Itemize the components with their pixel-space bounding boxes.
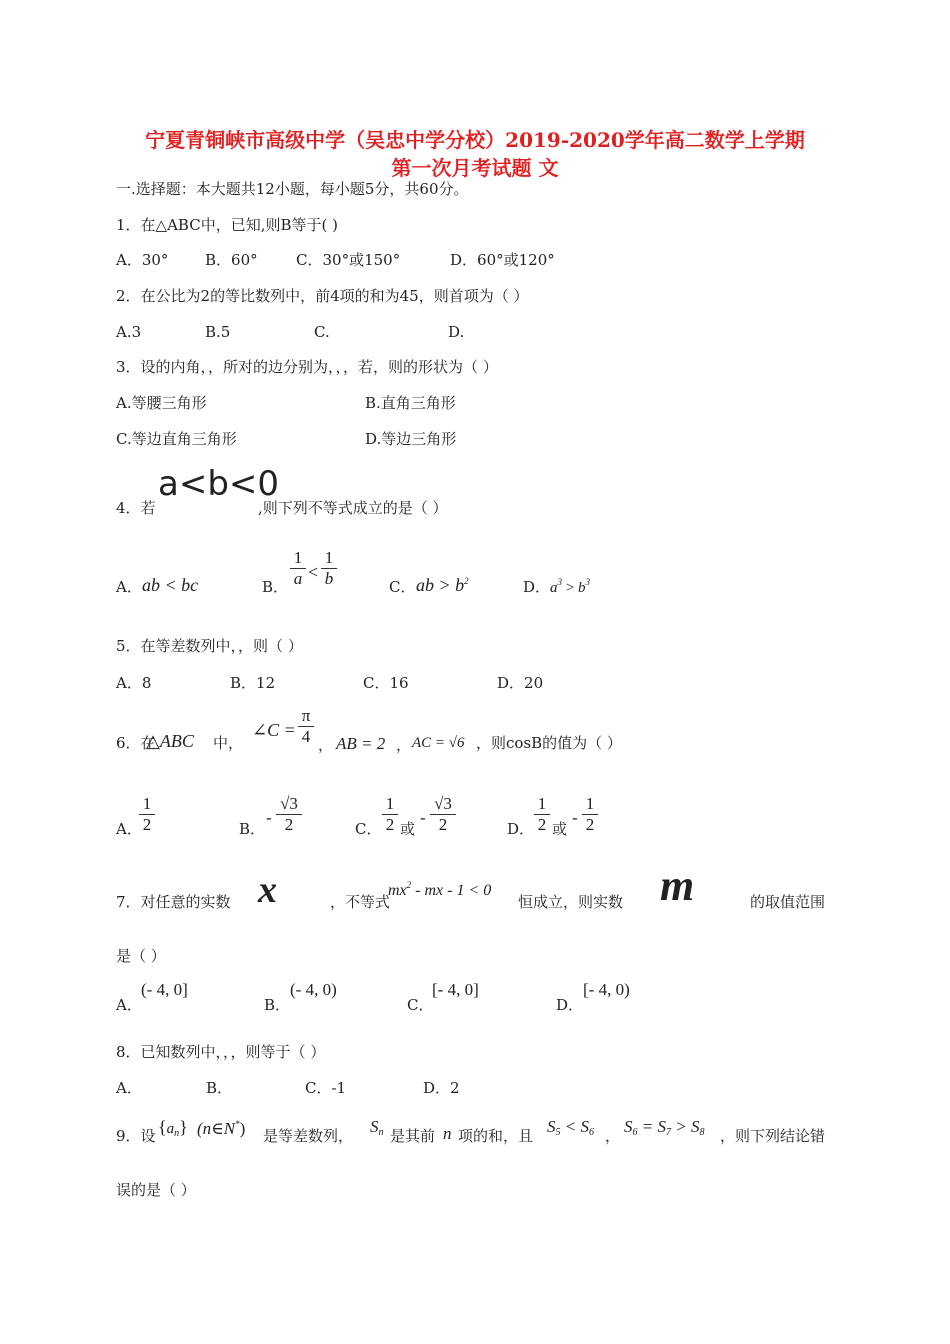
question-9-condition xyxy=(197,1119,245,1139)
seq-subscript: n xyxy=(174,1128,180,1139)
question-9-sequence xyxy=(158,1117,188,1139)
question-9-n: n xyxy=(443,1124,452,1143)
question-7-option-c-expr: [- 4, 0] xyxy=(432,980,479,999)
question-4-option-a-expr: ab < bc xyxy=(142,575,199,595)
cond-star: * xyxy=(235,1119,240,1129)
question-7-option-b: B． xyxy=(264,996,291,1014)
question-2-option-c: C. xyxy=(314,323,330,341)
question-9-number: 9．设 xyxy=(116,1127,156,1145)
fraction-denominator: 2 xyxy=(438,815,448,834)
expr-base-1: a xyxy=(550,580,558,596)
page-title-line2: 第一次月考试题 文 xyxy=(391,156,559,180)
brace-right: } xyxy=(179,1117,188,1137)
question-6-mid: 中， xyxy=(213,734,244,752)
question-6-option-d-frac2 xyxy=(582,794,598,835)
question-8-option-d: D．2 xyxy=(423,1079,460,1097)
question-4-rest: ,则下列不等式成立的是（ ） xyxy=(258,499,448,517)
question-6-comma-2: ， xyxy=(396,738,412,754)
question-6-option-a: A． xyxy=(116,820,142,838)
question-6-option-c-frac1 xyxy=(382,794,398,835)
question-1-option-b: B．60° xyxy=(205,251,258,269)
fraction-numerator: 1 xyxy=(293,548,303,567)
cond-end: ) xyxy=(239,1119,246,1138)
question-4-option-c-expr xyxy=(416,575,469,596)
question-9-tail: ，则下列结论错 xyxy=(720,1127,826,1145)
page-title-line1: 宁夏青铜峡市高级中学（吴忠中学分校）2019-2020学年高二数学上学期 xyxy=(145,128,805,152)
question-6-ab: AB = 2 xyxy=(336,734,386,753)
section-header: 一.选择题：本大题共12小题，每小题5分，共60分。 xyxy=(116,180,469,198)
question-6-ac: AC = √6 xyxy=(412,735,465,751)
r1-s: S xyxy=(547,1117,556,1136)
question-1-option-c: C．30°或150° xyxy=(296,251,401,269)
question-6-angle: ∠C = xyxy=(252,720,296,740)
question-6-option-c-sign: - xyxy=(420,808,426,827)
r1-sub: 5 xyxy=(555,1127,561,1138)
expr-exponent-2: 3 xyxy=(585,577,590,587)
question-7-continuation: 是（ ） xyxy=(116,947,166,965)
question-5-option-b: B．12 xyxy=(230,674,276,692)
question-5-option-c: C．16 xyxy=(363,674,409,692)
fraction-denominator: 2 xyxy=(142,815,152,834)
question-4-option-c: C． xyxy=(389,578,416,596)
question-7-inequality xyxy=(388,880,491,900)
question-7-option-a-expr: (- 4, 0] xyxy=(141,980,188,999)
expr-gt: > xyxy=(562,580,578,596)
question-3-option-b: B.直角三角形 xyxy=(365,394,456,412)
question-4-option-a: A． xyxy=(116,578,142,596)
question-6-tail: ，则cosB的值为（ ） xyxy=(476,734,622,752)
question-3-option-a: A.等腰三角形 xyxy=(116,394,207,412)
question-2-option-b: B.5 xyxy=(205,323,231,341)
question-7-option-b-expr: (- 4, 0) xyxy=(290,980,337,999)
question-9-relation-1 xyxy=(547,1117,594,1138)
fraction-denominator: 2 xyxy=(284,815,294,834)
question-7-option-d-expr: [- 4, 0) xyxy=(583,980,630,999)
question-3-option-d: D.等边三角形 xyxy=(365,430,457,448)
fraction-numerator: 1 xyxy=(385,794,395,813)
question-8-stem: 8．已知数列中，，，则等于（ ） xyxy=(116,1043,326,1061)
fraction-numerator: 1 xyxy=(537,794,547,813)
expr-base-2: b xyxy=(577,580,586,596)
question-6-option-b-frac xyxy=(276,794,302,835)
question-2-option-a: A.3 xyxy=(116,323,142,341)
question-9-relation-2 xyxy=(624,1117,704,1138)
fraction-denominator: a xyxy=(293,569,303,588)
question-6-option-d: D． xyxy=(507,820,535,838)
r2-sub: 6 xyxy=(632,1127,638,1138)
fraction-numerator: √3 xyxy=(434,794,452,813)
question-9-mid3: 项的和，且 xyxy=(458,1127,534,1145)
question-9-continuation: 误的是（ ） xyxy=(116,1181,196,1199)
question-7-option-a: A． xyxy=(116,996,142,1014)
question-8-option-b: B． xyxy=(206,1079,233,1097)
question-6-option-b: B． xyxy=(239,820,266,838)
ineq-exponent: 2 xyxy=(406,880,412,890)
question-4-option-d: D． xyxy=(523,578,551,596)
question-2-stem: 2．在公比为2的等比数列中，前4项的和为45，则首项为（ ） xyxy=(116,287,529,305)
expr-exponent: 2 xyxy=(464,576,469,586)
r2-mid-sub: 7 xyxy=(665,1127,671,1138)
r1-rhs: < S xyxy=(560,1117,589,1136)
question-7-option-c: C． xyxy=(407,996,434,1014)
question-9-comma: ， xyxy=(605,1127,621,1145)
question-4-option-b-frac2 xyxy=(321,548,337,589)
question-4-inequality: a<b<0 xyxy=(158,464,280,504)
question-3-option-c: C.等边直角三角形 xyxy=(116,430,237,448)
question-9-mid2: 是其前 xyxy=(390,1127,436,1145)
r1-rhs-sub: 6 xyxy=(588,1127,594,1138)
question-1-option-d: D．60°或120° xyxy=(450,251,555,269)
question-1-option-a: A．30° xyxy=(116,251,169,269)
question-1-stem: 1．在△ABC中，已知,则B等于( ) xyxy=(116,216,338,234)
question-9-mid: 是等差数列， xyxy=(263,1127,354,1145)
question-7-x: x xyxy=(258,869,277,911)
sn-subscript: n xyxy=(378,1127,384,1138)
question-7-number: 7．对任意的实数 xyxy=(116,893,231,911)
fraction-numerator: 1 xyxy=(324,548,334,567)
ineq-part-a: mx xyxy=(388,882,407,899)
question-6-option-c-frac2 xyxy=(430,794,456,835)
ineq-part-b: - mx - 1 < 0 xyxy=(411,882,492,899)
r2-rhs-sub: 8 xyxy=(699,1127,705,1138)
question-4-option-b-frac1 xyxy=(290,548,306,589)
question-6-comma-1: ， xyxy=(318,738,334,754)
question-6-number: 6．在 xyxy=(116,734,156,752)
question-7-m: m xyxy=(660,861,695,910)
question-7-option-d: D． xyxy=(556,996,584,1014)
fraction-numerator: √3 xyxy=(280,794,298,813)
seq-symbol: a xyxy=(166,1121,175,1137)
question-7-mid2: 恒成立，则实数 xyxy=(518,893,624,911)
question-4-number: 4．若 xyxy=(116,499,156,517)
fraction-denominator: 2 xyxy=(585,815,595,834)
question-4-option-b: B． xyxy=(262,578,289,596)
expr-exponent-1: 3 xyxy=(557,577,562,587)
question-2-option-d: D. xyxy=(448,323,465,341)
question-7-tail: 的取值范围 xyxy=(750,893,826,911)
question-6-option-c: C． xyxy=(355,820,382,838)
question-4-option-b-lt: < xyxy=(308,562,319,582)
question-5-stem: 5．在等差数列中，，则（ ） xyxy=(116,637,303,655)
question-6-option-c-or: 或 xyxy=(400,820,416,838)
question-3-stem: 3．设的内角，，所对的边分别为，，，若，则的形状为（ ） xyxy=(116,358,498,376)
fraction-denominator: 2 xyxy=(537,815,547,834)
question-5-option-a: A．8 xyxy=(116,674,152,692)
r2-rhs: > S xyxy=(670,1117,700,1136)
question-8-option-a: A． xyxy=(116,1079,142,1097)
question-9-sn xyxy=(370,1117,384,1138)
cond-main: (n∈N xyxy=(197,1119,236,1138)
r2-mid: = S xyxy=(637,1117,666,1136)
question-6-angle-frac xyxy=(298,706,314,747)
question-6-option-b-sign: - xyxy=(266,808,272,827)
question-8-option-c: C．-1 xyxy=(305,1079,347,1097)
question-6-option-d-or: 或 xyxy=(552,820,568,838)
fraction-denominator: b xyxy=(324,569,334,588)
question-7-mid: ，不等式 xyxy=(330,893,391,911)
question-6-triangle: △ABC xyxy=(146,731,194,751)
question-6-option-d-sign: - xyxy=(572,808,578,827)
expr-base: ab > b xyxy=(416,575,465,595)
sn-symbol: S xyxy=(370,1117,379,1136)
fraction-numerator: 1 xyxy=(142,794,152,813)
fraction-numerator: π xyxy=(301,706,311,725)
question-6-option-a-frac xyxy=(139,794,155,835)
question-6-option-d-frac1 xyxy=(534,794,550,835)
fraction-denominator: 2 xyxy=(385,815,395,834)
fraction-numerator: 1 xyxy=(585,794,595,813)
fraction-denominator: 4 xyxy=(301,727,311,746)
question-5-option-d: D．20 xyxy=(497,674,544,692)
brace-left: { xyxy=(158,1117,167,1137)
question-4-option-d-expr xyxy=(550,577,590,597)
r2-s: S xyxy=(624,1117,633,1136)
